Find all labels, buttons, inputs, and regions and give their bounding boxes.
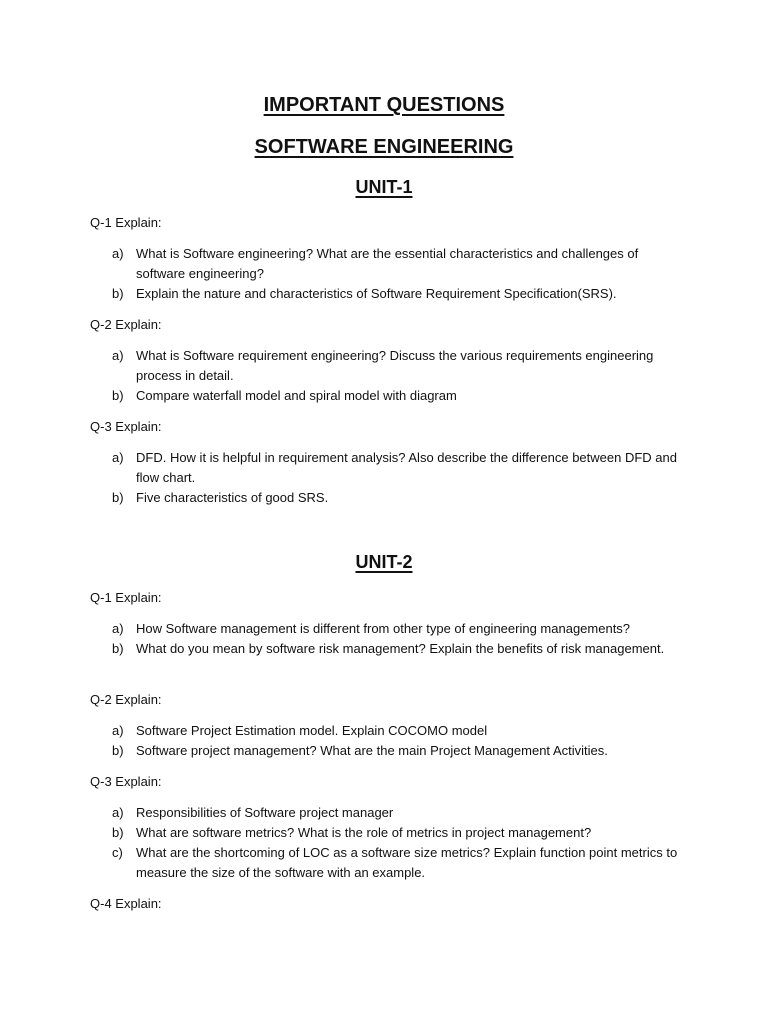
unit-2-q2-item-a: [112, 721, 682, 741]
unit-2-q3-label: Q-3 Explain:: [90, 774, 162, 789]
unit-1-q1-item-b: [112, 284, 682, 304]
item-text: Software Project Estimation model. Explain COCOMO model: [136, 723, 488, 738]
unit-2-title: UNIT-2: [355, 552, 413, 572]
item-letter: b): [112, 641, 124, 656]
item-text: How Software management is different from other type of engineering managements?: [136, 621, 631, 636]
item-letter: c): [112, 845, 123, 860]
unit-1-q1-label: Q-1 Explain:: [90, 215, 162, 230]
item-text: Explain the nature and characteristics of Software Requirement Specification(SRS).: [136, 286, 617, 301]
unit-2-q3-item-c: [112, 843, 682, 883]
item-letter: b): [112, 825, 124, 840]
unit-2-q4-label: Q-4 Explain:: [90, 896, 162, 911]
unit-2-q1-label: Q-1 Explain:: [90, 590, 162, 605]
item-text: What do you mean by software risk management? Explain the benefits of risk management.: [136, 641, 665, 656]
item-letter: a): [112, 348, 124, 363]
unit-2-q2-item-b: [112, 741, 682, 761]
item-text: What are software metrics? What is the role of metrics in project management?: [136, 825, 592, 840]
item-text: What is Software requirement engineering? Discuss the various requirements engineering process in detail.: [136, 348, 654, 383]
item-text: Compare waterfall model and spiral model with diagram: [136, 388, 457, 403]
item-text: Software project management? What are the main Project Management Activities.: [136, 743, 608, 758]
item-letter: b): [112, 286, 124, 301]
item-letter: a): [112, 450, 124, 465]
unit-2-q3-item-b: [112, 823, 682, 843]
item-text: What is Software engineering? What are the essential characteristics and challenges of software engineering?: [136, 246, 639, 281]
item-letter: b): [112, 743, 124, 758]
item-letter: b): [112, 388, 124, 403]
unit-2-q2-label: Q-2 Explain:: [90, 692, 162, 707]
item-text: Five characteristics of good SRS.: [136, 490, 329, 505]
item-text: Responsibilities of Software project manager: [136, 805, 394, 820]
item-text: DFD. How it is helpful in requirement analysis? Also describe the difference between DFD and flow chart.: [136, 450, 677, 485]
unit-1-title: UNIT-1: [355, 177, 413, 197]
item-letter: b): [112, 490, 124, 505]
item-letter: a): [112, 246, 124, 261]
item-letter: a): [112, 621, 124, 636]
unit-1-q1-item-a: [112, 244, 682, 284]
unit-2-q1-item-b: [112, 639, 682, 659]
unit-1-q3-item-b: [112, 488, 682, 508]
unit-1-q3-label: Q-3 Explain:: [90, 419, 162, 434]
unit-2-q3-item-a: [112, 803, 682, 823]
subject-title: SOFTWARE ENGINEERING: [254, 136, 514, 158]
item-text: What are the shortcoming of LOC as a software size metrics? Explain function point metrics to measure the size of the software with an example.: [136, 845, 678, 880]
item-letter: a): [112, 723, 124, 738]
unit-2-q1-item-a: [112, 619, 682, 639]
unit-1-q3-item-a: [112, 448, 682, 488]
unit-1-q2-item-b: [112, 386, 682, 406]
item-letter: a): [112, 805, 124, 820]
unit-1-q2-label: Q-2 Explain:: [90, 317, 162, 332]
unit-1-q2-item-a: [112, 346, 682, 386]
document-title: IMPORTANT QUESTIONS: [263, 94, 505, 116]
